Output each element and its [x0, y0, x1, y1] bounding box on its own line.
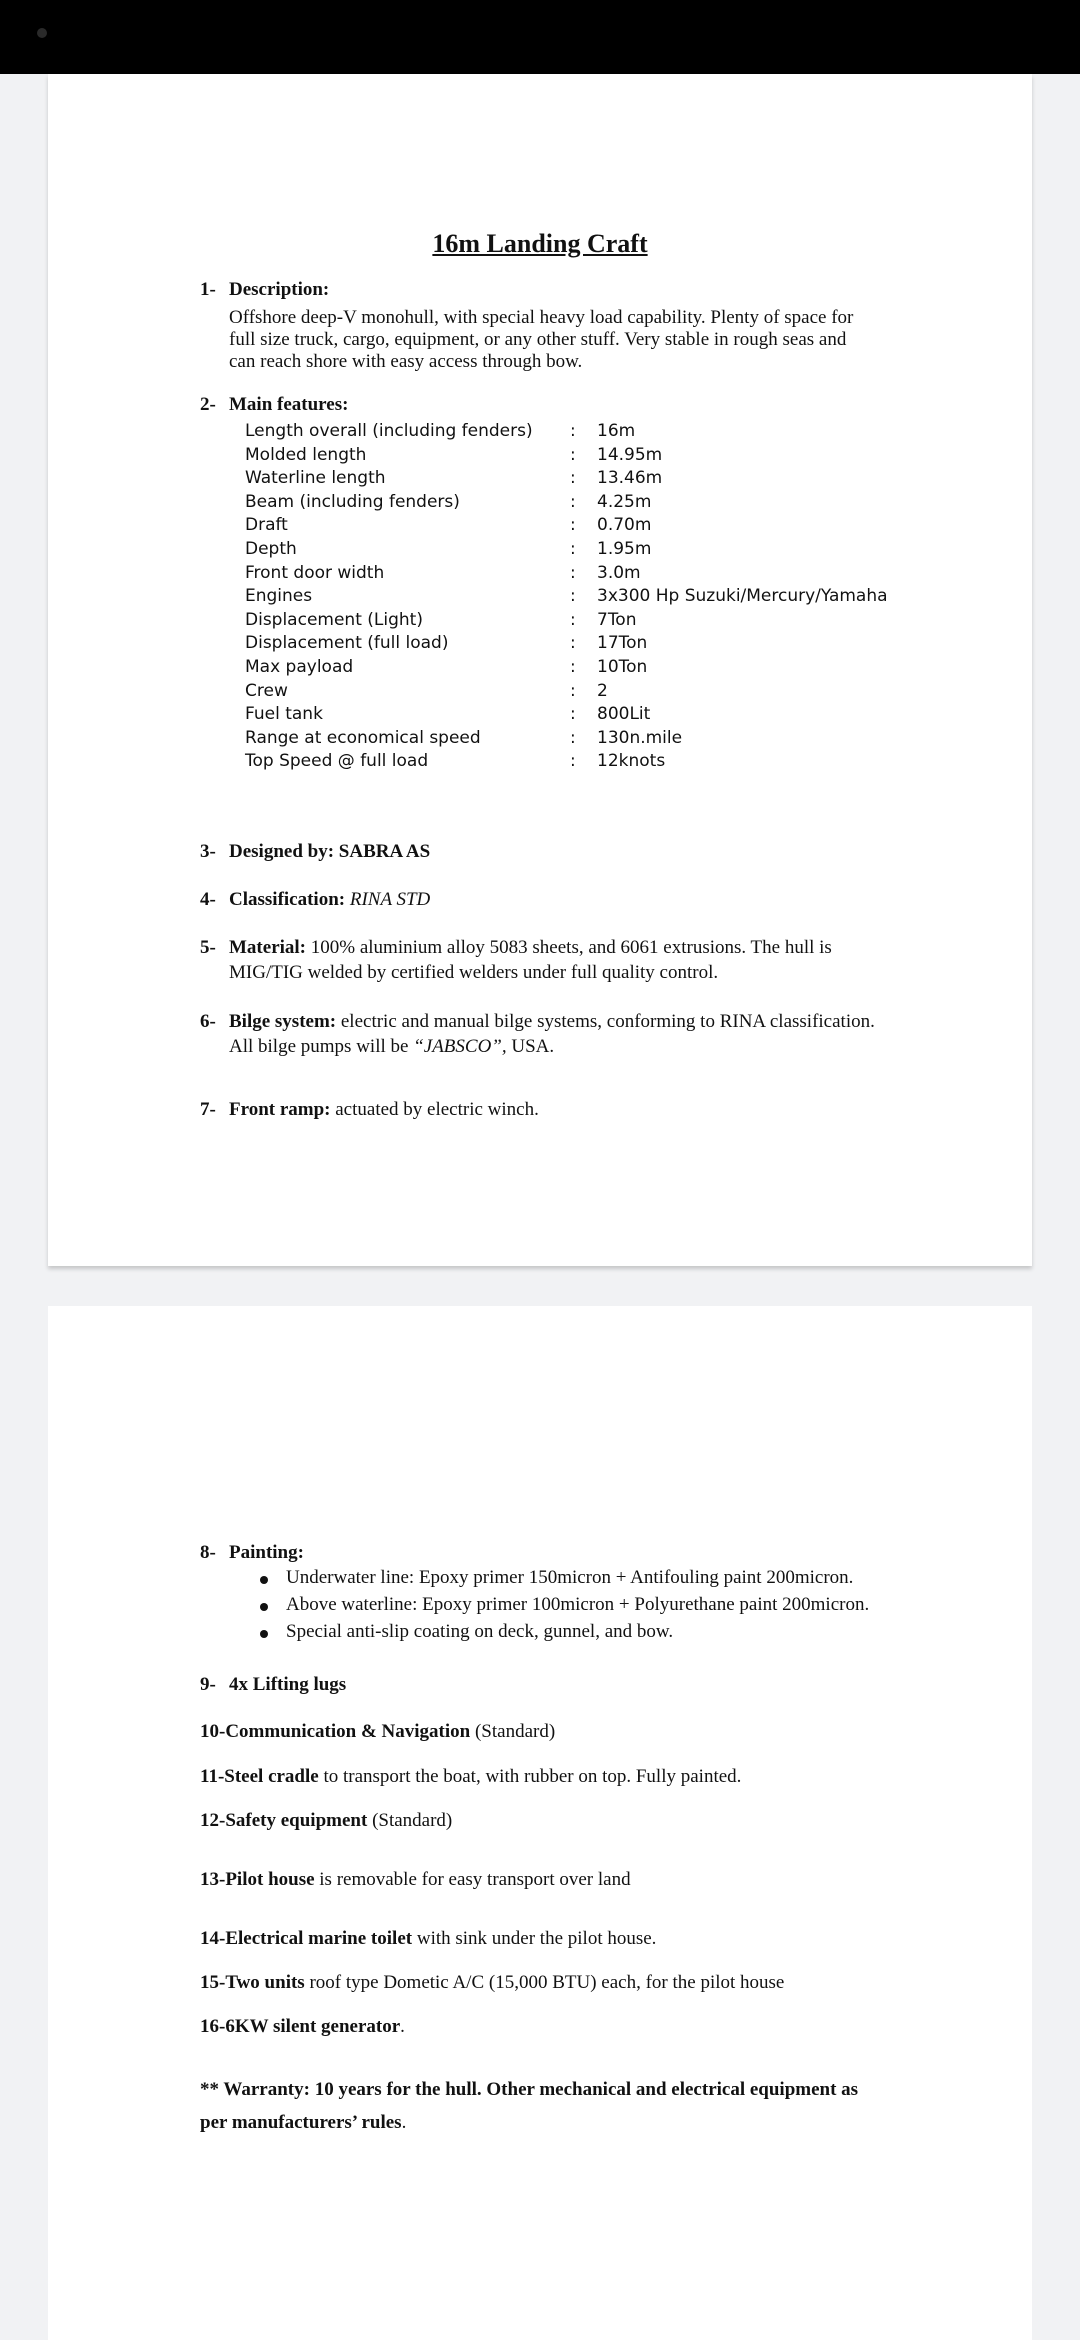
section-line [200, 1766, 741, 1788]
section-heading: Material: [229, 937, 307, 958]
description-text: Offshore deep-V monohull, with special heavy load capability. Plenty of space for full size truck, cargo, equipment, or any other stuff. Very stable in rough seas and can reach shore with easy access through bow. [229, 307, 854, 372]
document-page-2 [48, 1306, 1032, 2340]
warranty-end: . [401, 2112, 407, 2133]
section-number: 4- [200, 889, 216, 910]
feature-separator: : [570, 468, 576, 489]
section-line [200, 1810, 452, 1832]
feature-separator: : [570, 444, 576, 465]
section-number: 11- [200, 1766, 225, 1787]
feature-separator: : [570, 586, 576, 607]
feature-label: Displacement (Light) [245, 609, 423, 630]
feature-value: 2 [597, 680, 608, 701]
section-number: 3- [200, 841, 216, 862]
feature-separator: : [570, 421, 576, 441]
material-text-1: 100% aluminium alloy 5083 sheets, and 6061 extrusions. The hull is [310, 937, 832, 958]
painting-bullet: Special anti-slip coating on deck, gunnel, and bow. [286, 1621, 674, 1642]
section-number: 16- [200, 2016, 226, 2037]
feature-label: Waterline length [245, 468, 386, 489]
section-number: 7- [200, 1099, 216, 1120]
feature-label: Draft [245, 515, 288, 536]
feature-label: Range at economical speed [245, 727, 481, 748]
section-line [200, 2016, 405, 2038]
feature-label: Front door width [245, 562, 385, 583]
bilge-text-pre: All bilge pumps will be [229, 1036, 414, 1057]
section-line [229, 1099, 539, 1121]
section-number: 9- [200, 1674, 216, 1695]
feature-separator: : [570, 657, 576, 677]
painting-bullet: Underwater line: Epoxy primer 150micron + Antifouling paint 200micron. [286, 1567, 854, 1588]
feature-separator: : [570, 633, 576, 654]
feature-separator: : [570, 680, 576, 701]
feature-label: Top Speed @ full load [245, 751, 429, 772]
bilge-text-post: USA. [506, 1036, 555, 1057]
feature-separator: : [570, 751, 576, 772]
section-text: . [400, 2016, 405, 2037]
section-text: (Standard) [474, 1721, 556, 1742]
feature-value: 130n.mile [597, 727, 683, 748]
warranty-bold: per manufacturers’ rules [200, 2112, 402, 2133]
section-number: 8- [200, 1542, 216, 1563]
feature-label: Fuel tank [245, 704, 323, 725]
classification-value: RINA STD [349, 889, 431, 910]
bilge-text-2 [229, 1036, 554, 1058]
feature-label: Length overall (including fenders) [245, 421, 533, 441]
bilge-brand: “JABSCO”, [413, 1036, 507, 1057]
feature-value: 0.70m [597, 515, 652, 536]
feature-separator: : [570, 539, 576, 559]
warranty-line-1: ** Warranty: 10 years for the hull. Other mechanical and electrical equipment as [200, 2079, 859, 2100]
section-line [200, 1869, 631, 1891]
feature-value: 7Ton [597, 609, 637, 630]
section-heading: 6KW silent generator [225, 2016, 401, 2037]
feature-value: 1.95m [597, 539, 652, 559]
bullet-icon [260, 1576, 268, 1584]
feature-label: Crew [245, 680, 288, 701]
section-heading: Two units [225, 1972, 305, 1993]
warranty-line-2 [200, 2112, 406, 2134]
section-number: 6- [200, 1011, 216, 1032]
section-line [229, 1011, 875, 1033]
section-heading: Safety equipment [225, 1810, 368, 1831]
section-line [229, 889, 430, 911]
feature-separator: : [570, 609, 576, 630]
section-heading: Electrical marine toilet [225, 1928, 413, 1949]
section-heading: Communication & Navigation [225, 1721, 471, 1742]
section-number: 14- [200, 1928, 226, 1949]
material-text-2: MIG/TIG welded by certified welders under full quality control. [229, 962, 719, 983]
feature-value: 800Lit [597, 704, 651, 725]
feature-label: Depth [245, 539, 297, 559]
section-heading: Description: [229, 279, 330, 300]
section-line [200, 1928, 656, 1950]
section-text: roof type Dometic A/C (15,000 BTU) each, for the pilot house [309, 1972, 785, 1993]
feature-label: Engines [245, 586, 313, 607]
section-number: 12- [200, 1810, 226, 1831]
feature-value: 3x300 Hp Suzuki/Mercury/Yamaha [597, 586, 888, 607]
section-heading: Painting: [229, 1542, 304, 1563]
bilge-text-1: electric and manual bilge systems, conforming to RINA classification. [340, 1011, 875, 1032]
section-heading: 4x Lifting lugs [229, 1674, 347, 1695]
bullet-icon [260, 1630, 268, 1638]
section-line [229, 937, 832, 959]
section-text: to transport the boat, with rubber on top. Fully painted. [323, 1766, 742, 1787]
section-number: 10- [200, 1721, 226, 1742]
feature-value: 3.0m [597, 562, 641, 583]
document-page-1 [48, 74, 1032, 1266]
section-number: 2- [200, 394, 216, 415]
feature-label: Displacement (full load) [245, 633, 449, 654]
status-bar [0, 0, 1080, 74]
camera-cutout [37, 28, 47, 38]
feature-separator: : [570, 704, 576, 725]
feature-value: 4.25m [597, 491, 652, 512]
feature-label: Beam (including fenders) [245, 491, 460, 512]
section-heading: Classification: [229, 889, 346, 910]
feature-value: 17Ton [597, 633, 648, 654]
section-number: 5- [200, 937, 216, 958]
section-number: 15- [200, 1972, 226, 1993]
feature-value: 16m [597, 421, 636, 441]
section-text: is removable for easy transport over land [319, 1869, 631, 1890]
feature-value: 14.95m [597, 444, 663, 465]
feature-label: Molded length [245, 444, 367, 465]
feature-label: Max payload [245, 657, 354, 677]
feature-value: 10Ton [597, 657, 648, 677]
section-heading: Designed by: SABRA AS [229, 841, 431, 862]
feature-value: 13.46m [597, 468, 663, 489]
section-number: 1- [200, 279, 216, 300]
feature-separator: : [570, 515, 576, 536]
document-title: 16m Landing Craft [432, 229, 648, 258]
section-heading: Bilge system: [229, 1011, 337, 1032]
feature-separator: : [570, 491, 576, 512]
section-heading: Pilot house [225, 1869, 315, 1890]
section-number: 13- [200, 1869, 226, 1890]
bullet-icon [260, 1603, 268, 1611]
feature-separator: : [570, 727, 576, 748]
section-text: (Standard) [372, 1810, 453, 1831]
feature-value: 12knots [597, 751, 666, 772]
section-text: with sink under the pilot house. [416, 1928, 657, 1949]
feature-separator: : [570, 562, 576, 583]
section-heading: Main features: [229, 394, 349, 415]
section-heading: Front ramp: [229, 1099, 331, 1120]
ramp-text: actuated by electric winch. [335, 1099, 539, 1120]
section-line [200, 1721, 555, 1743]
painting-bullet: Above waterline: Epoxy primer 100micron + Polyurethane paint 200micron. [286, 1594, 870, 1615]
section-line [200, 1972, 784, 1994]
section-heading: Steel cradle [224, 1766, 319, 1787]
